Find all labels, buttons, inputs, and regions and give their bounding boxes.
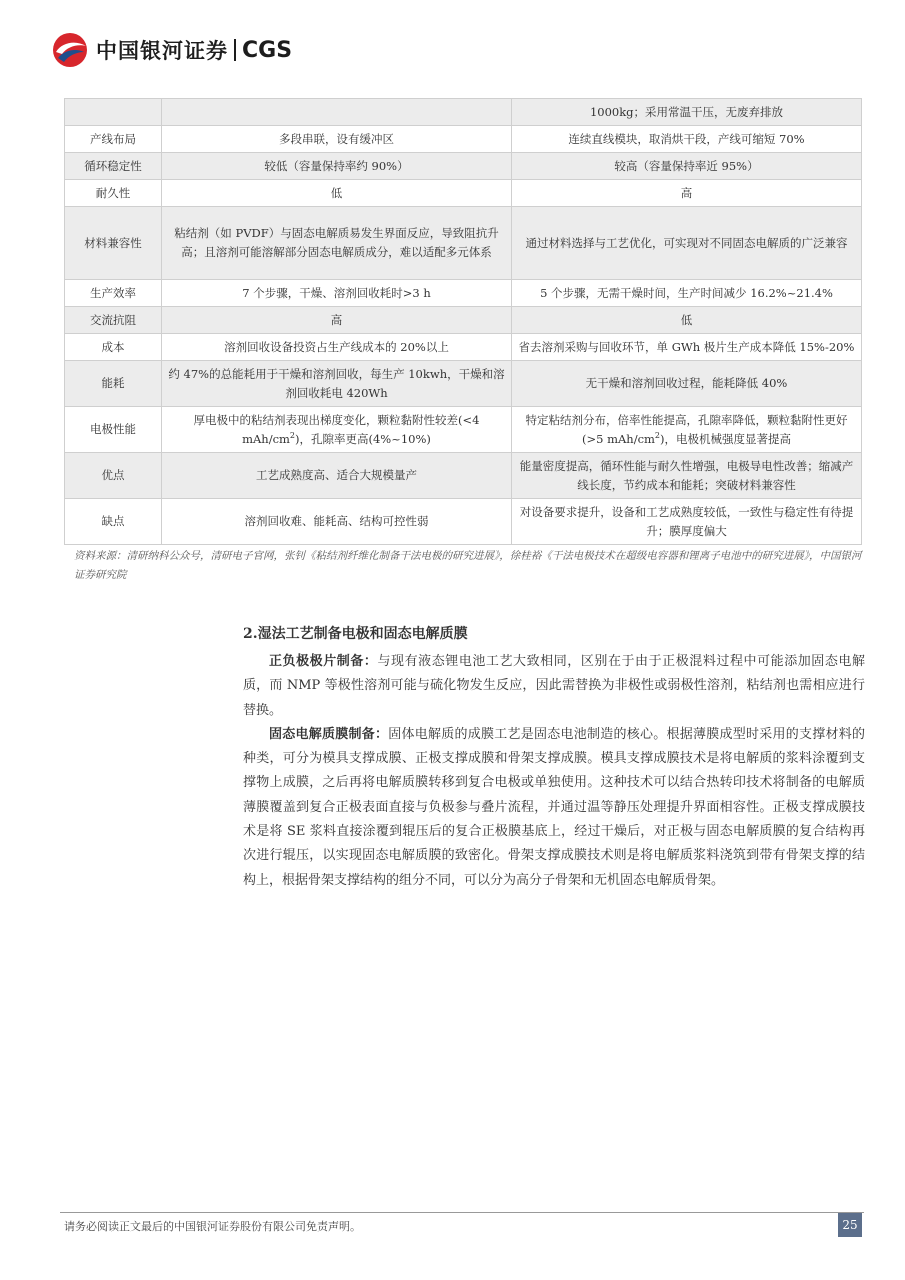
- cell-dry: 省去溶剂采购与回收环节，单 GWh 极片生产成本降低 15%-20%: [512, 334, 862, 361]
- cell-wet: 溶剂回收设备投资占生产线成本的 20%以上: [162, 334, 512, 361]
- cell-wet: 粘结剂（如 PVDF）与固态电解质易发生界面反应，导致阻抗升高；且溶剂可能溶解部分固态电解质成分，难以适配多元体系: [162, 207, 512, 280]
- row-label: 缺点: [65, 499, 162, 545]
- cell-dry: 通过材料选择与工艺优化，可实现对不同固态电解质的广泛兼容: [512, 207, 862, 280]
- table-row: [65, 499, 862, 545]
- row-label: 电极性能: [65, 407, 162, 453]
- row-label: 成本: [65, 334, 162, 361]
- cell-dry: 较高（容量保持率近 95%）: [512, 153, 862, 180]
- cell-dry: 1000kg；采用常温干压，无废弃排放: [512, 99, 862, 126]
- brand-separator: [234, 39, 236, 61]
- row-label: 材料兼容性: [65, 207, 162, 280]
- cell-wet-text-a: 厚电极中的粘结剂表现出梯度变化，颗粒黏附性较差(<4 mAh/cm: [193, 412, 480, 446]
- table-row: [65, 207, 862, 280]
- superscript: 2: [654, 430, 661, 440]
- row-label: 交流抗阻: [65, 307, 162, 334]
- cell-wet: 多段串联，设有缓冲区: [162, 126, 512, 153]
- row-label: [65, 99, 162, 126]
- table-row: [65, 334, 862, 361]
- row-label: 循环稳定性: [65, 153, 162, 180]
- table-row: [65, 453, 862, 499]
- section-title: 2.湿法工艺制备电极和固态电解质膜: [243, 626, 468, 642]
- cell-wet: 7 个步骤，干燥、溶剂回收耗时>3 h: [162, 280, 512, 307]
- cell-dry: 高: [512, 180, 862, 207]
- cell-dry: 能量密度提高，循环性能与耐久性增强，电极导电性改善；缩减产线长度，节约成本和能耗；突破材料兼容性: [512, 453, 862, 499]
- cell-dry: 5 个步骤，无需干燥时间，生产时间减少 16.2%~21.4%: [512, 280, 862, 307]
- cell-dry: 连续直线模块，取消烘干段，产线可缩短 70%: [512, 126, 862, 153]
- footer-disclaimer: 请务必阅读正文最后的中国银河证券股份有限公司免责声明。: [64, 1220, 361, 1233]
- comparison-table: [64, 98, 862, 545]
- row-label: 优点: [65, 453, 162, 499]
- paragraph-lead: 正负极极片制备：: [269, 654, 378, 669]
- row-label: 能耗: [65, 361, 162, 407]
- cell-dry: 低: [512, 307, 862, 334]
- page-number: 25: [838, 1213, 862, 1237]
- table-row: [65, 153, 862, 180]
- cell-wet: 工艺成熟度高、适合大规模量产: [162, 453, 512, 499]
- footer-divider: [60, 1212, 864, 1213]
- cell-dry: 对设备要求提升，设备和工艺成熟度较低，一致性与稳定性有待提升；膜厚度偏大: [512, 499, 862, 545]
- table-row: [65, 407, 862, 453]
- row-label: 生产效率: [65, 280, 162, 307]
- table-row: [65, 280, 862, 307]
- cell-dry-text-b: )，电极机械强度显著提高: [660, 431, 792, 446]
- table-row: [65, 180, 862, 207]
- cell-dry: [512, 407, 862, 453]
- brand-name-en: CGS: [242, 37, 293, 63]
- cell-wet: [162, 407, 512, 453]
- cell-wet: 约 47%的总能耗用于干燥和溶剂回收，每生产 10kwh，干燥和溶剂回收耗电 420Wh: [162, 361, 512, 407]
- cell-wet: 溶剂回收难、能耗高、结构可控性弱: [162, 499, 512, 545]
- brand-name-cn: 中国银河证券: [96, 39, 228, 63]
- row-label: 产线布局: [65, 126, 162, 153]
- paragraph-membrane: [243, 723, 865, 893]
- table-row: [65, 99, 862, 126]
- cell-wet: 低: [162, 180, 512, 207]
- cell-dry-text-a: 特定粘结剂分布，倍率性能提高，孔隙率降低，颗粒黏附性更好(>5 mAh/cm: [525, 412, 848, 446]
- cell-wet: 较低（容量保持率约 90%）: [162, 153, 512, 180]
- table-row: [65, 126, 862, 153]
- header: [50, 28, 292, 72]
- superscript: 2: [289, 430, 296, 440]
- cell-wet: [162, 99, 512, 126]
- cell-wet: 高: [162, 307, 512, 334]
- paragraph-electrode: [243, 650, 865, 723]
- cgs-logo-icon: [50, 30, 90, 70]
- paragraph-body: 与现有液态锂电池工艺大致相同，区别在于由于正极混料过程中可能添加固态电解质，而 NMP 等极性溶剂可能与硫化物发生反应，因此需替换为非极性或弱极性溶剂，粘结剂也需相应进行替换。: [243, 654, 865, 718]
- table-row: [65, 361, 862, 407]
- cell-wet-text-b: )，孔隙率更高(4%~10%): [295, 431, 431, 446]
- paragraph-lead: 固态电解质膜制备：: [269, 726, 389, 742]
- table-row: [65, 307, 862, 334]
- row-label: 耐久性: [65, 180, 162, 207]
- paragraph-body: 固体电解质的成膜工艺是固态电池制造的核心。根据薄膜成型时采用的支撑材料的种类，可分为模具支撑成膜、正极支撑成膜和骨架支撑成膜。模具支撑成膜技术是将电解质的浆料涂覆到支撑物上成膜，之后再将电解质膜转移到复合电极或单独使用。这种技术可以结合热转印技术将制备的电解质薄膜覆盖到复合正极表面直接与负极参与叠片流程，并通过温等静压处理提升界面相容性。正极支撑成膜技术是将 SE 浆料直接涂覆到辊压后的复合正极膜基底上，经过干燥后，对正极与固态电解质膜的复合结构再次进行辊压，以实现固态电解质膜的致密化。骨架支撑成膜技术则是将电解质浆料浇筑到带有骨架支撑的结构上，根据骨架支撑结构的组分不同，可以分为高分子骨架和无机固态电解质骨架。: [243, 726, 865, 888]
- cell-dry: 无干燥和溶剂回收过程，能耗降低 40%: [512, 361, 862, 407]
- source-note: 资料来源：清研纳科公众号，清研电子官网，张钊《粘结剂纤维化制备干法电极的研究进展》，徐桂裕《干法电极技术在超级电容器和锂离子电池中的研究进展》，中国银河证券研究院: [74, 550, 862, 581]
- section-wet-process: [243, 622, 865, 893]
